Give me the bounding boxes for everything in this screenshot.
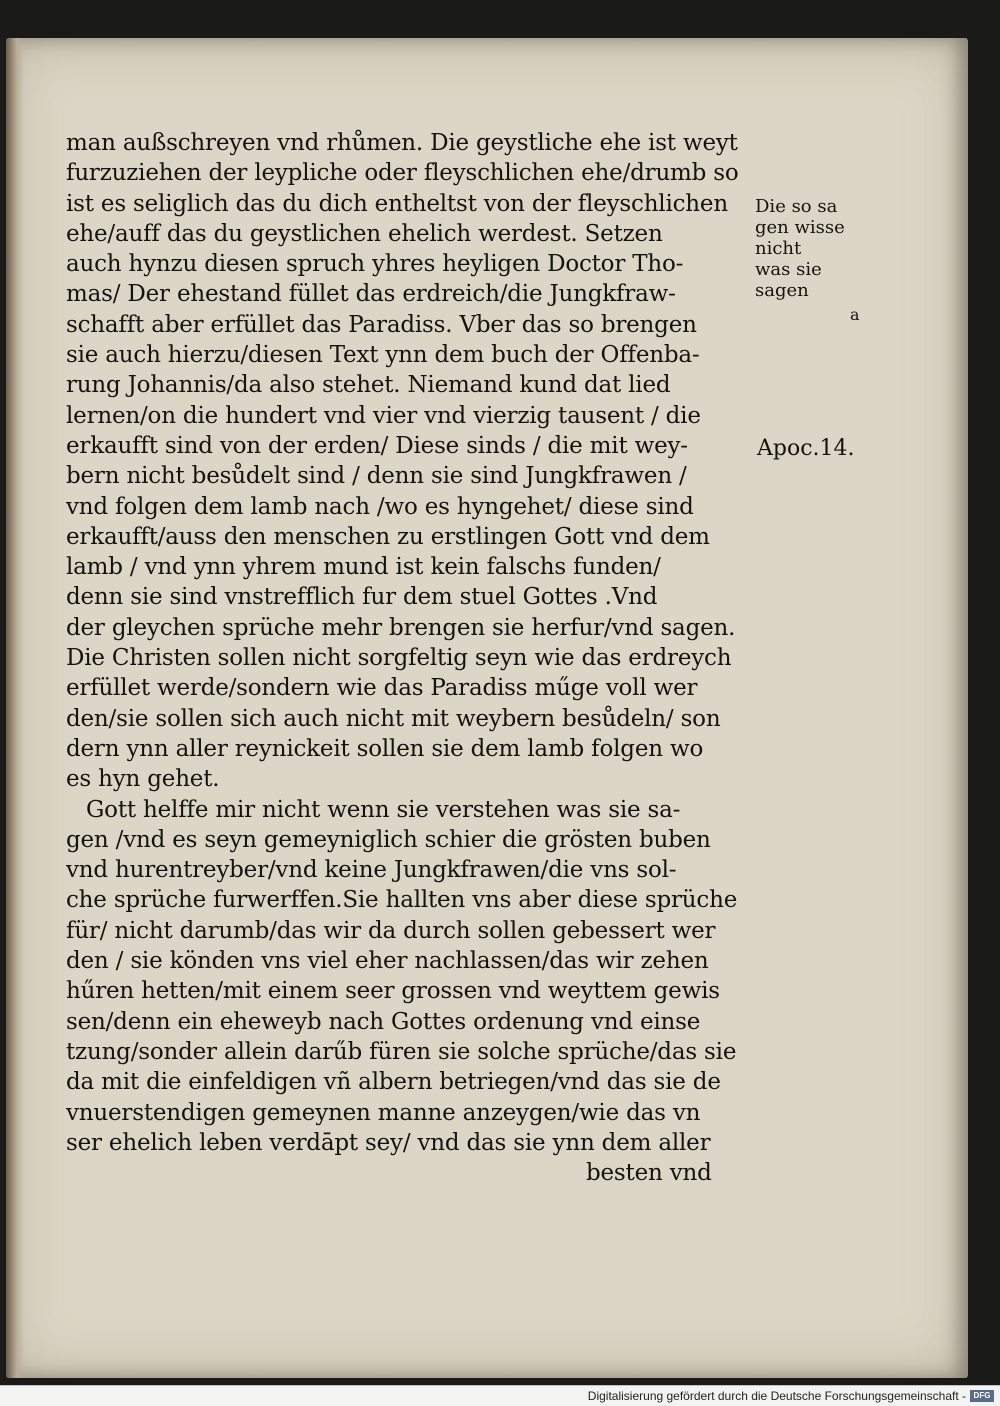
text-line: ist es seliglich das du dich entheltst von der fleyschlichen bbox=[66, 190, 728, 217]
marginal-letter: a bbox=[850, 305, 860, 324]
text-line: schafft aber erfüllet das Paradiss. Vber das so brengen bbox=[66, 311, 697, 338]
footer-bar bbox=[0, 1385, 1000, 1406]
marginal-note-line: was sie bbox=[755, 259, 822, 280]
marginal-note bbox=[755, 196, 865, 301]
text-line: der gleychen sprüche mehr brengen sie herfur/vnd sagen. bbox=[66, 614, 736, 641]
text-line: auch hynzu diesen spruch yhres heyligen Doctor Tho- bbox=[66, 251, 684, 278]
text-line: es hyn gehet. bbox=[66, 766, 220, 793]
marginal-note-line: sagen bbox=[755, 280, 809, 301]
text-line: da mit die einfeldigen vñ albern betriegen/vnd das sie de bbox=[66, 1069, 721, 1096]
page-edge-shadow bbox=[6, 38, 24, 1378]
marginal-note-line: gen wisse bbox=[755, 217, 845, 238]
text-line: vnd folgen dem lamb nach /wo es hyngehet/ diese sind bbox=[66, 493, 694, 520]
marginal-note-line: Die so sa bbox=[755, 196, 838, 217]
text-line: für/ nicht darumb/das wir da durch sollen gebessert wer bbox=[66, 917, 716, 944]
text-line: vnuerstendigen gemeynen manne anzeygen/wie das vn bbox=[66, 1099, 701, 1126]
page-body-text bbox=[66, 128, 762, 1188]
text-line: hűren hetten/mit einem seer grossen vnd weyttem gewis bbox=[66, 978, 720, 1005]
text-line: rung Johannis/da also stehet. Niemand kund dat lied bbox=[66, 372, 671, 399]
text-line: den/sie sollen sich auch nicht mit weybern besůdeln/ son bbox=[66, 705, 721, 732]
text-line: sie auch hierzu/diesen Text ynn dem buch der Offenba- bbox=[66, 342, 700, 369]
text-line: furzuziehen der leypliche oder fleyschlichen ehe/drumb so bbox=[66, 160, 739, 187]
text-line: ehe/auff das du geystlichen ehelich werdest. Setzen bbox=[66, 220, 663, 247]
text-line: erkaufft sind von der erden/ Diese sinds / die mit wey- bbox=[66, 432, 688, 459]
text-line: vnd hurentreyber/vnd keine Jungkfrawen/die vns sol- bbox=[66, 857, 677, 884]
marginal-note-line: nicht bbox=[755, 238, 802, 259]
paragraph-first-line: Gott helffe mir nicht wenn sie verstehen was sie sa- bbox=[86, 796, 681, 823]
dfg-logo-icon: DFG bbox=[970, 1390, 994, 1402]
text-line: erkaufft/auss den menschen zu erstlingen Gott vnd dem bbox=[66, 523, 710, 550]
text-line: sen/denn ein eheweyb nach Gottes ordenung vnd einse bbox=[66, 1008, 701, 1035]
text-line: lamb / vnd ynn yhrem mund ist kein falschs funden/ bbox=[66, 554, 661, 581]
text-line: dern ynn aller reynickeit sollen sie dem lamb folgen wo bbox=[66, 735, 704, 762]
text-line: lernen/on die hundert vnd vier vnd vierzig tausent / die bbox=[66, 402, 701, 429]
marginal-reference: Apoc.14. bbox=[757, 436, 855, 461]
text-line: bern nicht besůdelt sind / denn sie sind Jungkfrawen / bbox=[66, 463, 687, 490]
text-line: Die Christen sollen nicht sorgfeltig seyn wie das erdreych bbox=[66, 645, 732, 672]
text-line: gen /vnd es seyn gemeyniglich schier die grösten buben bbox=[66, 826, 711, 853]
funding-credit: Digitalisierung gefördert durch die Deutsche Forschungsgemeinschaft - bbox=[587, 1389, 966, 1403]
text-line: che sprüche furwerffen.Sie hallten vns aber diese sprüche bbox=[66, 887, 738, 914]
text-line: ser ehelich leben verdāpt sey/ vnd das sie ynn dem aller bbox=[66, 1129, 711, 1156]
text-line: erfüllet werde/sondern wie das Paradiss műge voll wer bbox=[66, 675, 698, 702]
text-line: den / sie könden vns viel eher nachlassen/das wir zehen bbox=[66, 948, 709, 975]
catchword: besten vnd bbox=[586, 1160, 712, 1187]
text-line: man außschreyen vnd rhůmen. Die geystliche ehe ist weyt bbox=[66, 130, 738, 156]
text-line: denn sie sind vnstrefflich fur dem stuel Gottes .Vnd bbox=[66, 584, 658, 611]
text-line: tzung/sonder allein darűb füren sie solche sprüche/das sie bbox=[66, 1038, 737, 1065]
text-line: mas/ Der ehestand füllet das erdreich/die Jungkfraw- bbox=[66, 281, 676, 308]
